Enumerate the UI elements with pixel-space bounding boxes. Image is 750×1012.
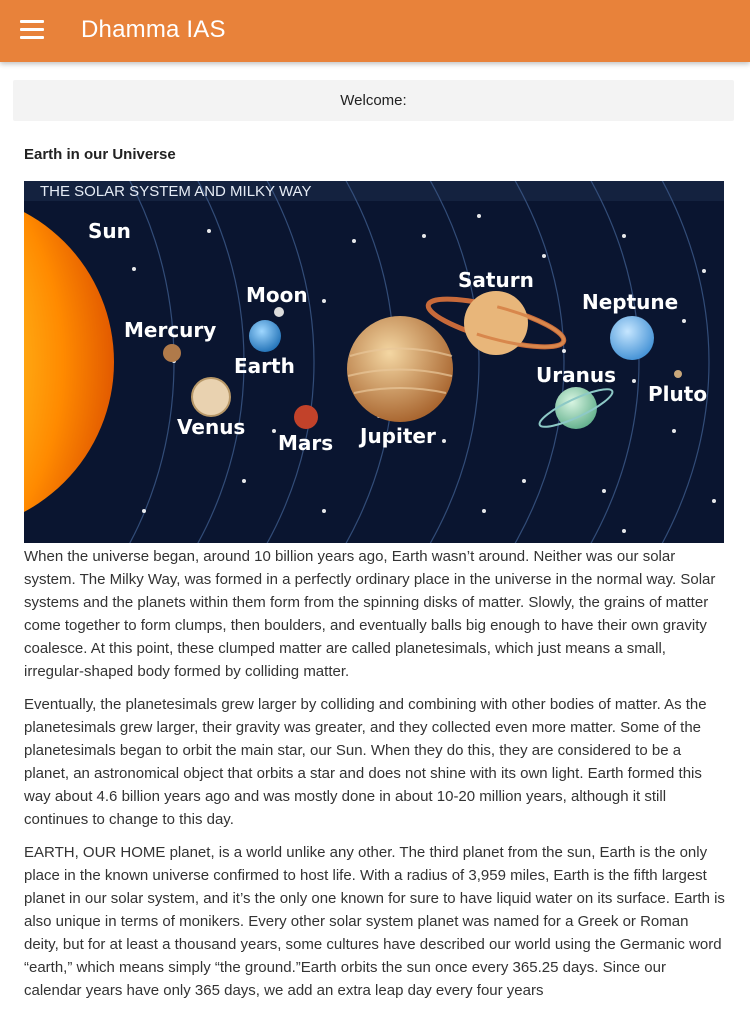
pluto-label: Pluto — [648, 382, 708, 406]
moon-graphic — [274, 307, 284, 317]
sun-label: Sun — [88, 219, 131, 243]
paragraph: When the universe began, around 10 billion years ago, Earth wasn’t around. Neither was our solar system. The Milky Way, was formed in a perfectly ordinary place in the universe in the normal way. Solar systems and the planets within them form from the spinning disks of matter. Slowly, the grains of matter come together to form clumps, then boulders, and eventually balls big enough to have their own gravity coalesce. At this point, these clumped matter are called planetesimals, which just means a small, irregular-shaped body formed by colliding matter. — [24, 548, 716, 680]
app-bar — [0, 0, 750, 62]
hamburger-menu-icon[interactable] — [20, 20, 44, 40]
pluto-graphic — [674, 370, 682, 378]
mars-graphic — [294, 405, 318, 429]
mercury-graphic — [163, 344, 181, 362]
uranus-label: Uranus — [536, 363, 616, 387]
mercury-label: Mercury — [124, 318, 217, 342]
saturn-label: Saturn — [458, 268, 534, 292]
solar-system-image — [24, 181, 724, 543]
article-title: Earth in our Universe — [24, 146, 176, 163]
venus-label: Venus — [177, 415, 246, 439]
mars-label: Mars — [278, 431, 334, 455]
neptune-label: Neptune — [582, 290, 679, 314]
earth-label: Earth — [234, 354, 295, 378]
paragraph: Eventually, the planetesimals grew larger by colliding and combining with other bodies of matter. As the planetesimals grew larger, their gravity was greater, and they collected even more matter. Some of the planetesimals began to orbit the main star, our Sun. When they do this, they are considered to be a planet, an astronomical object that orbits a star and does not shine with its own light. Earth formed this way about 4.6 billion years ago and was mostly done in about 10-20 million years, although it still continues to change to this day. — [24, 696, 707, 828]
paragraph: EARTH, OUR HOME planet, is a world unlike any other. The third planet from the sun, Earth is the only place in the known universe confirmed to host life. With a radius of 3,959 miles, Earth is the fifth largest planet in our solar system, and it’s the only one known for sure to have liquid water on its surface. Earth is also unique in terms of monikers. Every other solar system planet was named for a Greek or Roman deity, but for at least a thousand years, some cultures have described our world using the Germanic word “earth,” which means simply “the ground.”Earth orbits the sun once every 365.25 days. Since our calendar years have only 365 days, we add an extra leap day every four years — [24, 844, 725, 999]
image-caption: THE SOLAR SYSTEM AND MILKY WAY — [40, 183, 312, 200]
app-title: Dhamma IAS — [81, 16, 226, 43]
article-body — [24, 545, 726, 1012]
jupiter-label: Jupiter — [360, 424, 436, 448]
venus-graphic — [192, 378, 230, 416]
neptune-graphic — [610, 316, 654, 360]
welcome-banner: Welcome: — [13, 80, 734, 121]
earth-graphic — [249, 320, 281, 352]
moon-label: Moon — [246, 283, 308, 307]
